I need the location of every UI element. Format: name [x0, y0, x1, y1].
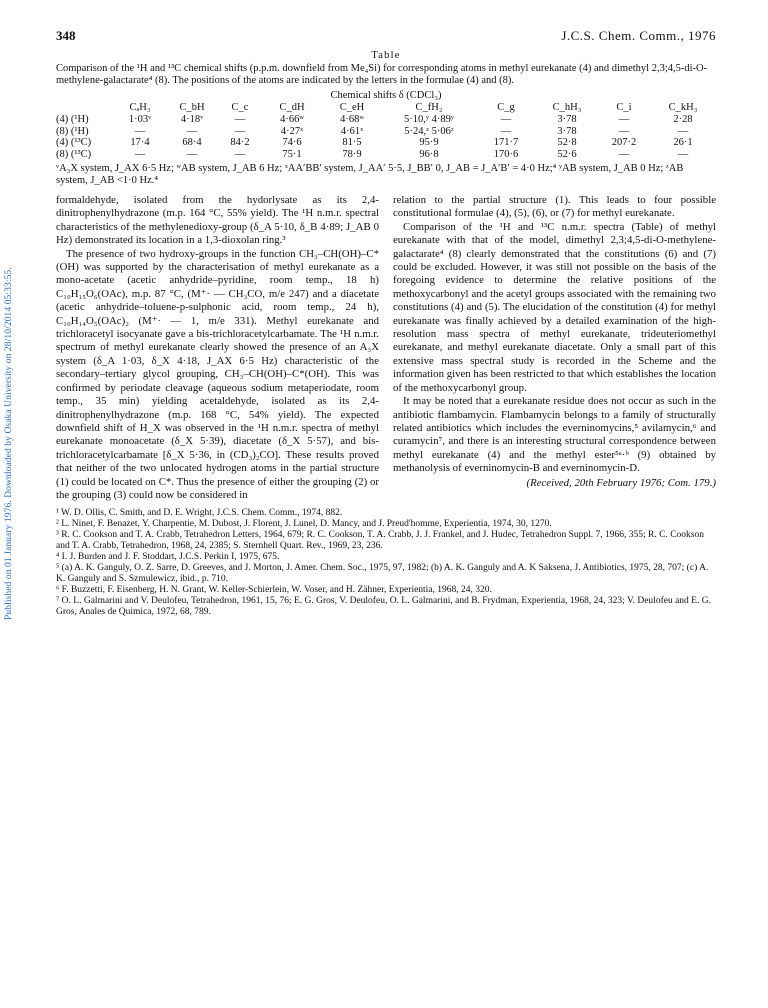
table-cell: — [134, 148, 146, 160]
paragraph: The presence of two hydroxy-groups in the function CH₃–CH(OH)–C*(OH) was supported by the characterisation of methyl eurekanate as a mono-acetate (acetic anhydride–pyridine, room temp., 18 h) C₁₀H₁₅O₆(OAc), m.p. 87 °C, (M⁺· — CH₃CO, m/e 247) and a diacetate (acetic anhydride–toluene-p-sulphonic acid, room temp., 24 h), C₁₀H₁₄O₅(OAc)₂ (M⁺· — 1, m/e 331). Methyl eurekanate and trichloracetyl isocyanate gave a bis-trichloracetylcarbamate. The ¹H n.m.r. spectrum of methyl eurekanate clearly showed the presence of an A₃X system (δ_A 1·03, δ_X 4·18, J_AX 6·5 Hz) characteristic of the secondary–tertiary glycol grouping, CH₃–CH(OH)–C*(OH). This was confirmed by periodate cleavage (aqueous sodium metaperiodate, room temp., 35 min) yielding acetaldehyde, isolated as its 2,4-dinitrophenylhydrazone (m.p. 168 °C, 54% yield). The expected downfield shift of H_X was observed in the ¹H n.m.r. spectra of methyl eurekanate monoacetate (δ_X 5·39), diacetate (δ_X 5·57), and bis-trichloracetylcarbamate [δ_X 5·36, in (CD₃)₂CO]. These results proved that neither of the two unlocated hydrogen atoms in the partial structure (1) could be located on C*. Thus the presence of either the grouping (2) or the grouping (3) could now be considered in [56, 247, 379, 501]
row-label: (8) (¹H) [56, 125, 89, 137]
table-cell: 171·7 [493, 137, 519, 148]
table-cell: — [677, 148, 689, 160]
table-cell: 3·78 [557, 125, 577, 137]
reference-item: ⁶ F. Buzzetti, F. Eisenberg, H. N. Grant, W. Keller-Schierlein, W. Voser, and H. Zähner, Experientia, 1968, 24, 320. [56, 585, 492, 596]
table-cell: 95·9 [419, 137, 439, 148]
row-label: (4) (¹³C) [56, 137, 92, 148]
table-cell: — [618, 148, 630, 160]
table-cell: 78·9 [342, 148, 362, 160]
table-cell: — [618, 114, 630, 125]
reference-item: ⁷ O. L. Galmarini and V. Deulofeu, Tetrahedron, 1961, 15, 76; E. G. Gros, V. Deulofeu, O. L. Galmarini, and B. Frydman, Experientia, 1968, 24, 323; V. Deulofeu and E. G. Gros, Anales de Quimica, 1972, 68, 789. [56, 596, 711, 618]
column-header: C_hH₃ [552, 102, 582, 113]
table-cell: 4·68ʷ [340, 114, 364, 125]
table-cell: 68·4 [182, 137, 202, 148]
column-header [56, 102, 114, 114]
table-cell: 96·8 [419, 148, 439, 160]
reference-item: ³ R. C. Cookson and T. A. Crabb, Tetrahedron Letters, 1964, 679; R. C. Cookson, T. A. Crabb, J. J. Frankel, and J. Hudec, Tetrahedron Suppl. 7, 1966, 355; R. C. Cookson and T. A. Crabb, Tetrahedron, 1968, 24, 2385; S. Sternhell Quart. Rev., 1969, 23, 236. [56, 530, 705, 552]
table-cell: 207·2 [611, 137, 637, 148]
table-cell: 5·24,ᶻ 5·06ᶻ [404, 125, 454, 137]
table-cell: — [186, 125, 198, 137]
received-date: (Received, 20th February 1976; Com. 179.) [526, 476, 716, 489]
table-cell: 3·78 [557, 114, 577, 125]
column-header: C_dH [279, 102, 305, 113]
paragraph: Comparison of the ¹H and ¹³C n.m.r. spectra (Table) of methyl eurekanate with that of the model, dimethyl 2,3;4,5-di-O-methylene-galactarate⁴ (8) clearly demonstrated that the constitutions (6) and (7) could be excluded. However, it was still not possible on the basis of the foregoing evidence to determine the relative positions of the methoxycarbonyl and the acetyl groups associated with the remaining two constitutions (4) and (5). The elucidation of the constitution (4) for methyl eurekanate was finally achieved by a detailed examination of the high-resolution mass spectra of methyl eurekanate, trideuteriomethyl eurekanate, and methyl eurekanate diacetate. Only a small part of this extensive mass spectral study is recorded in the Scheme and the information given has been restricted to that which establishes the location of the methoxycarbonyl group. [393, 220, 716, 394]
journal-title: J.C.S. Chem. Comm., 1976 [561, 28, 716, 43]
table-header-row [56, 102, 716, 114]
table-cell: — [234, 148, 246, 160]
publication-sidebar [0, 150, 22, 620]
table-cell: 4·27ˣ [280, 125, 304, 137]
table-subheading: Chemical shifts δ (CDCl₃) [330, 90, 442, 101]
column-header: C_kH₃ [668, 102, 698, 113]
page-number: 348 [56, 28, 76, 43]
table-cell: — [234, 114, 246, 125]
right-column [393, 194, 716, 502]
table-cell: 81·5 [342, 137, 362, 148]
column-header: C_g [497, 102, 515, 113]
table-cell: 1·03ᵛ [128, 114, 152, 125]
table-cell: 52·6 [557, 148, 577, 160]
table-cell: — [500, 114, 512, 125]
table-cell: — [234, 125, 246, 137]
reference-item: ⁴ I. J. Burden and J. F. Stoddart, J.C.S. Perkin I, 1975, 675. [56, 552, 280, 563]
paper-page [56, 28, 716, 618]
table-cell: 26·1 [673, 137, 693, 148]
column-header: C_eH [339, 102, 365, 113]
table-cell: 2·28 [673, 114, 693, 125]
table-cell: 4·66ʷ [280, 114, 304, 125]
paragraph: It may be noted that a eurekanate residue does not occur as such in the antibiotic flambamycin. Flambamycin belongs to a family of structurally related antibiotics which includes the everninomycins,⁵ avilamycin,⁶ and curamycin⁷, and there is an interesting structural correspondence between methyl eurekanate (4) and the methyl ester⁵ᵃ·ᵇ (9) obtained by methanolysis of everninomycin-B and everninomycin-D. [393, 395, 716, 475]
column-header: C_fH₂ [415, 102, 443, 113]
table-cell: — [677, 125, 689, 137]
column-header: C_c [231, 102, 249, 113]
table-footnote: ᵛA₃X system, J_AX 6·5 Hz; ʷAB system, J_AB 6 Hz; ˣAA′BB′ system, J_AA′ 5·5, J_BB′ 0, J_AB = J_A′B′ = 4·0 Hz;⁴ ʸAB system, J_AB 0 Hz; ᶻAB system, J_AB <1·0 Hz.⁴ [56, 163, 684, 186]
table-cell: — [618, 125, 630, 137]
row-label: (4) (¹H) [56, 114, 89, 125]
column-header: C_i [616, 102, 632, 113]
table-cell: — [134, 125, 146, 137]
table-cell: 4·18ᵛ [180, 114, 204, 125]
table-title: Table [371, 50, 401, 61]
table-cell: 84·2 [230, 137, 250, 148]
table-cell: 170·6 [493, 148, 519, 160]
table-cell: — [186, 148, 198, 160]
table-cell: 52·8 [557, 137, 577, 148]
paragraph: relation to the partial structure (1). This leads to four possible constitutional formulae (4), (5), (6), or (7) for methyl eurekanate. [393, 194, 716, 220]
table-cell: 75·1 [282, 148, 302, 160]
table-cell: — [500, 125, 512, 137]
left-column [56, 194, 379, 502]
table-cell: 74·6 [282, 137, 302, 148]
table-cell: 5·10,ʸ 4·89ʸ [404, 114, 454, 125]
table-caption: Comparison of the ¹H and ¹³C chemical shifts (p.p.m. downfield from Me₄Si) for corresponding atoms in methyl eurekanate (4) and dimethyl 2,3;4,5-di-O-methylene-galactarate⁴ (8). The positions of the atoms are indicated by the letters in the formulae (4) and (8). [56, 63, 708, 86]
reference-item: ⁵ (a) A. K. Ganguly, O. Z. Sarre, D. Greeves, and J. Morton, J. Amer. Chem. Soc., 1975, 97, 1982; (b) A. K. Ganguly and A. K Saksena, J. Antibiotics, 1975, 28, 707; (c) A. K. Ganguly and S. Szmulewicz, ibid., p. 710. [56, 563, 709, 585]
column-header: C_bH [179, 102, 205, 113]
page-header [56, 28, 716, 44]
reference-item: ² L. Ninet, F. Benazet, Y. Charpentie, M. Dubost, J. Florent, J. Lunel, D. Mancy, and J. Preud'homme, Experientia, 1974, 30, 1270. [56, 519, 552, 530]
publication-notice: Published on 01 January 1976. Downloaded by Osaka University on 28/10/2014 05:33:55. [4, 267, 14, 620]
table-row [56, 149, 716, 161]
row-label: (8) (¹³C) [56, 148, 92, 160]
table-cell: 4·61ˣ [340, 125, 364, 137]
paragraph: formaldehyde, isolated from the hydorlysate as its 2,4-dinitrophenylhydrazone (m.p. 164 °C, 55% yield). The ¹H n.m.r. spectral characteristics of the methylenedioxy-group (δ_A 5·10, δ_B 4·89; J_AB 0 Hz) demonstrated its location in a 1,3-dioxolan ring.³ [56, 194, 379, 247]
table-cell: 17·4 [130, 137, 150, 148]
table-row [56, 137, 716, 149]
body-columns [56, 194, 716, 502]
references [56, 508, 716, 618]
reference-item: ¹ W. D. Ollis, C. Smith, and D. E. Wright, J.C.S. Chem. Comm., 1974, 882. [56, 508, 343, 519]
chemical-shift-table [56, 102, 716, 160]
column-header: CₐH₃ [129, 102, 151, 113]
table-row [56, 114, 716, 126]
table-row [56, 126, 716, 138]
